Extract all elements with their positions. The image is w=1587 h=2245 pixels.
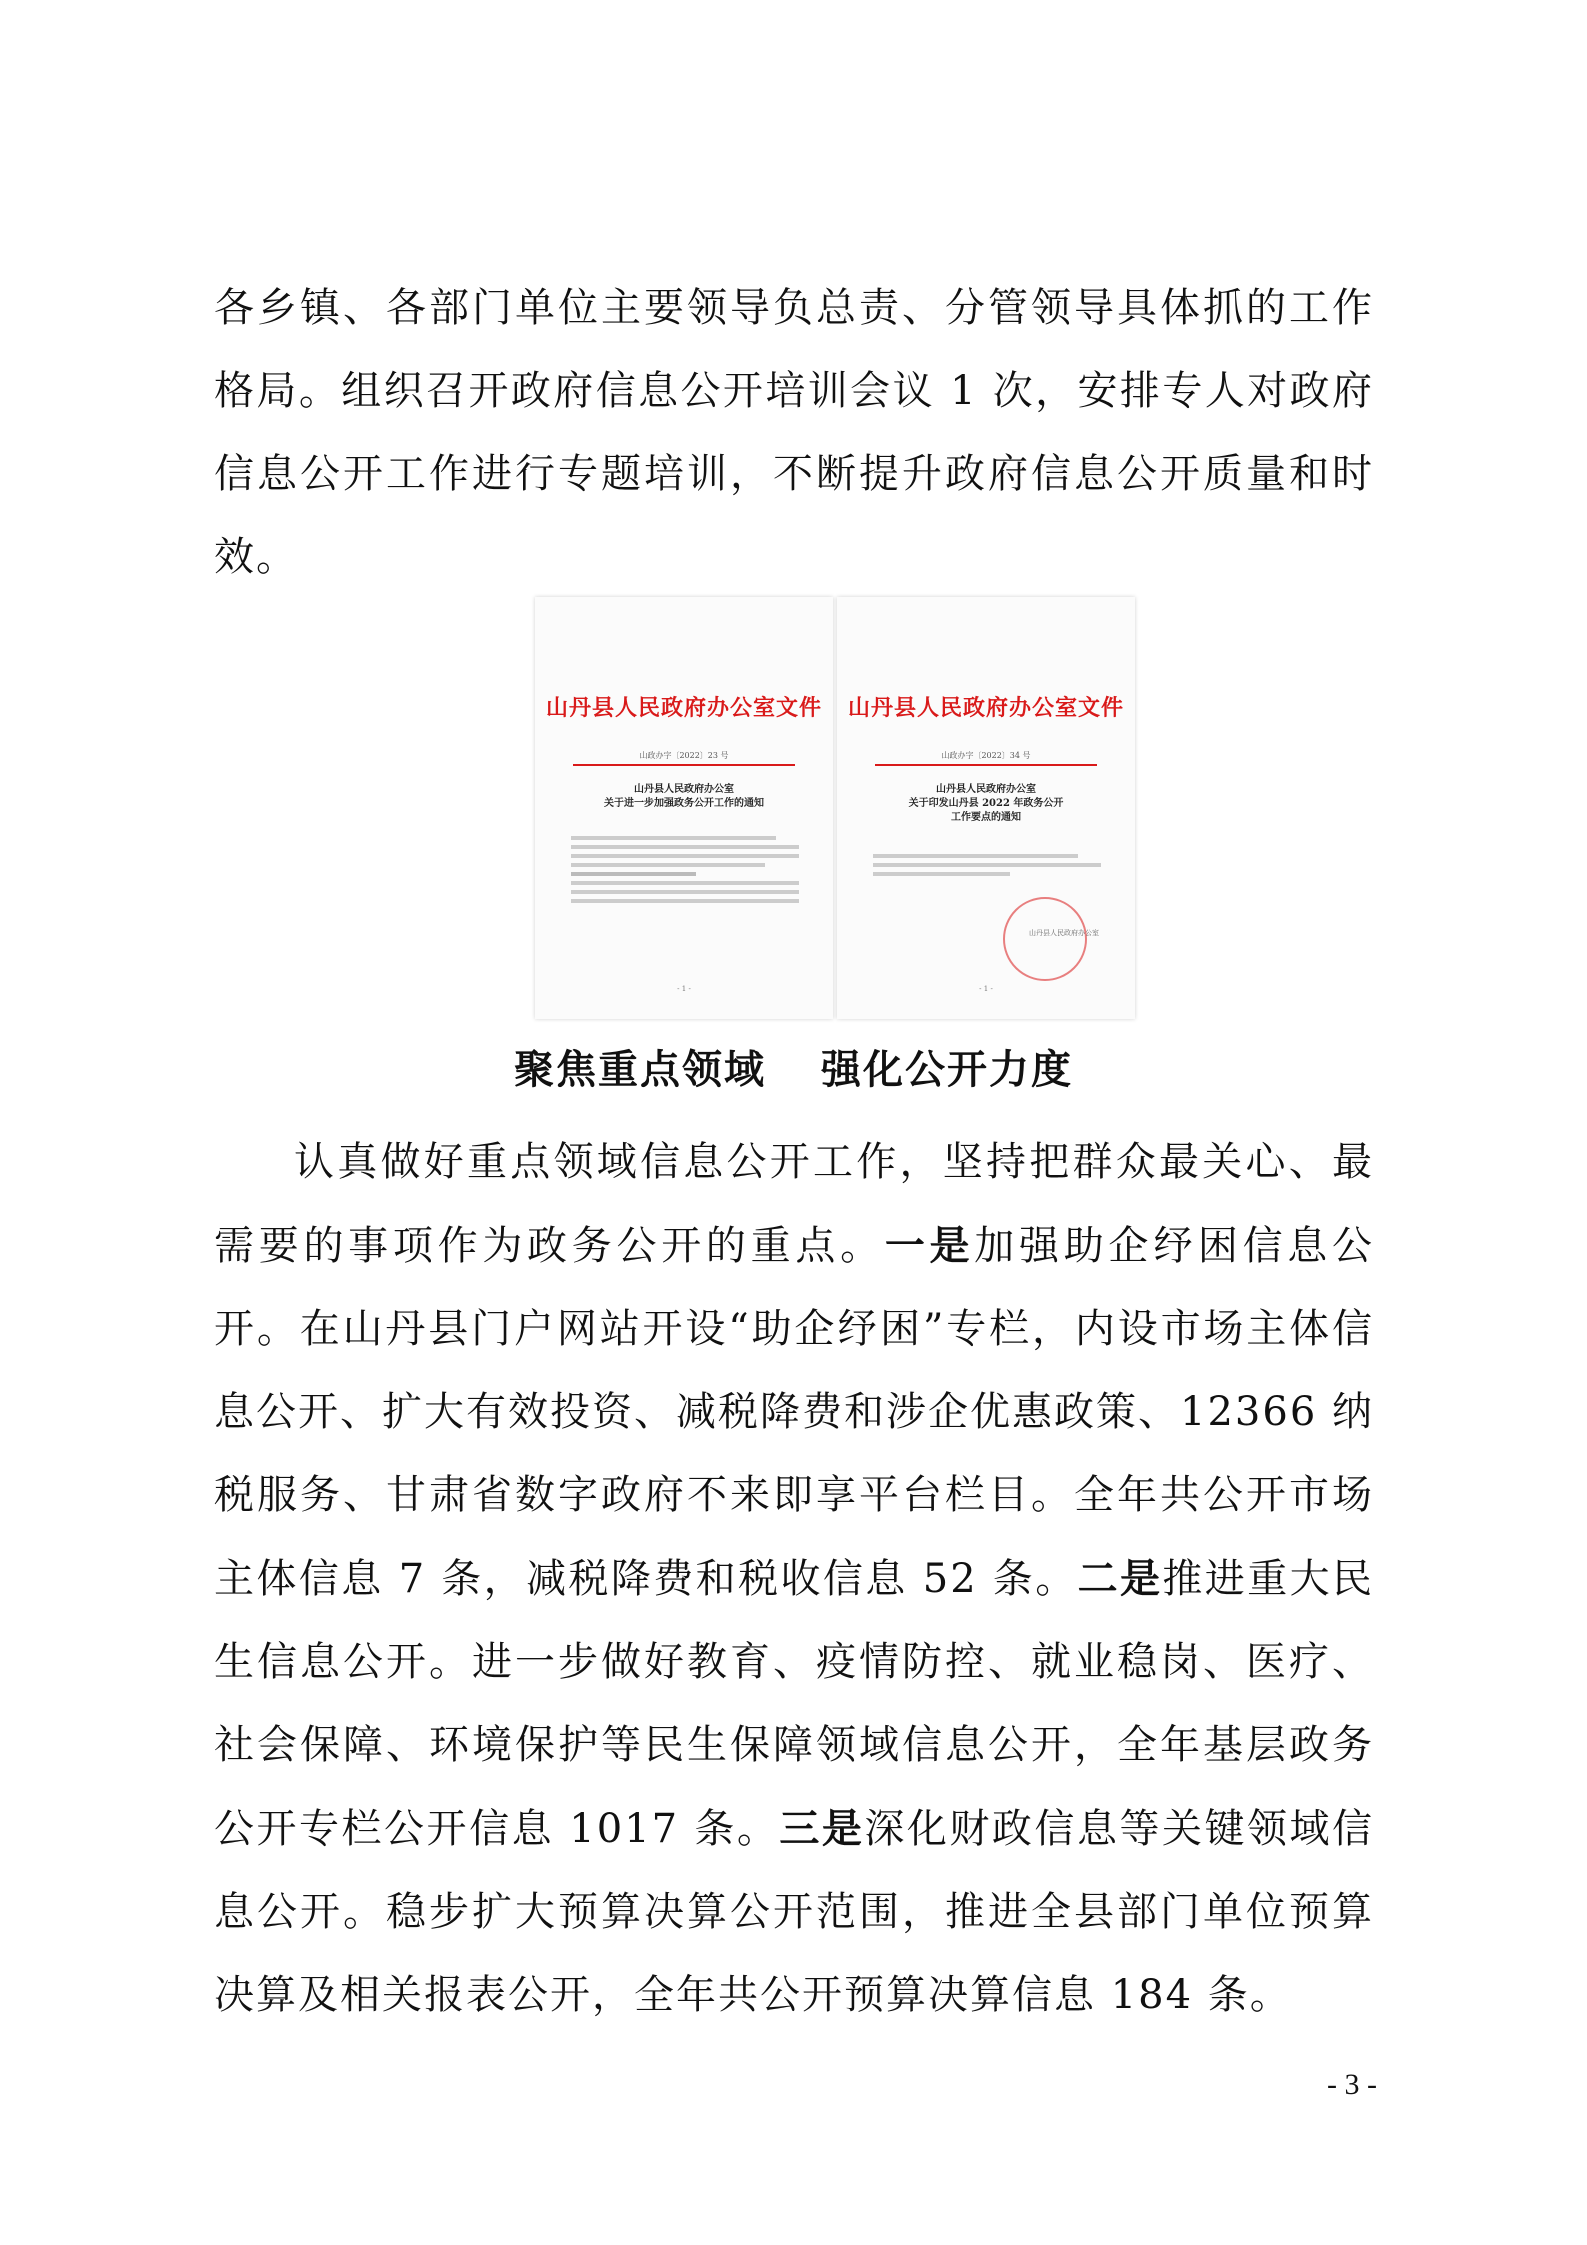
body-paragraph-1: 各乡镇、各部门单位主要领导负总责、分管领导具体抓的工作格局。组织召开政府信息公开培训会议 1 次，安排专人对政府信息公开工作进行专题培训，不断提升政府信息公开质量和时效。: [214, 285, 1374, 580]
doc-left-number: 山政办字〔2022〕23 号: [639, 751, 729, 760]
keyword-third: 三是: [779, 1805, 865, 1852]
doc-right-number: 山政办字〔2022〕34 号: [941, 751, 1031, 760]
doc-right-signature: [1029, 927, 1099, 940]
doc-right-title: [837, 783, 1135, 825]
section-heading-part2: 强化公开力度: [821, 1047, 1073, 1093]
paragraph2-point2: 推进重大民生信息公开。进一步做好教育、疫情防控、就业稳岗、医疗、社会保障、环境保护等民生保障领域信息公开，全年基层政务公开专栏公开信息 1017 条。: [214, 1556, 1375, 1852]
document-left: [535, 597, 833, 1019]
doc-left-red-rule: [573, 764, 795, 766]
body-paragraph-2: [214, 1121, 1374, 2037]
doc-right-title-line3: 工作要点的通知: [951, 812, 1021, 823]
doc-left-body-text: [571, 831, 799, 908]
document-photo-figure: [535, 597, 1135, 1019]
page-number: - 3 -: [1327, 2068, 1377, 2101]
document-right: [837, 597, 1135, 1019]
doc-left-page: - 1 -: [677, 985, 691, 993]
keyword-first: 一是: [884, 1222, 975, 1269]
doc-left-org: 山丹县人民政府办公室文件: [545, 695, 822, 721]
doc-right-title-line2: 关于印发山丹县 2022 年政务公开: [908, 798, 1064, 809]
doc-left-title-line2: 关于进一步加强政务公开工作的通知: [604, 798, 764, 809]
doc-right-title-line1: 山丹县人民政府办公室: [936, 784, 1036, 795]
doc-right-page: - 1 -: [979, 985, 993, 993]
paragraph2-point1: 加强助企纾困信息公开。在山丹县门户网站开设“助企纾困”专栏，内设市场主体信息公开、扩大有效投资、减税降费和涉企优惠政策、12366 纳税服务、甘肃省数字政府不来即享平台栏目。全年共公开市场主体信息 7 条，减税降费和税收信息 52 条。: [214, 1223, 1375, 1602]
keyword-second: 二是: [1077, 1555, 1163, 1602]
doc-right-body-text: [873, 849, 1101, 881]
section-heading: [0, 1040, 1587, 1100]
paragraph2-point3: 深化财政信息等关键领域信息公开。稳步扩大预算决算公开范围，推进全县部门单位预算决算及相关报表公开，全年共公开预算决算信息 184 条。: [214, 1806, 1375, 2018]
doc-right-org: 山丹县人民政府办公室文件: [847, 695, 1124, 721]
doc-right-sign-line1: 山丹县人民政府办公室: [1029, 929, 1099, 937]
doc-left-title: [535, 783, 833, 811]
section-heading-part1: 聚焦重点领域: [514, 1047, 766, 1093]
paragraph2-intro: 认真做好重点领域信息公开工作，坚持把群众最关心、最需要的事项作为政务公开的重点。: [214, 1139, 1374, 1269]
doc-right-red-rule: [875, 764, 1097, 766]
doc-left-title-line1: 山丹县人民政府办公室: [634, 784, 734, 795]
